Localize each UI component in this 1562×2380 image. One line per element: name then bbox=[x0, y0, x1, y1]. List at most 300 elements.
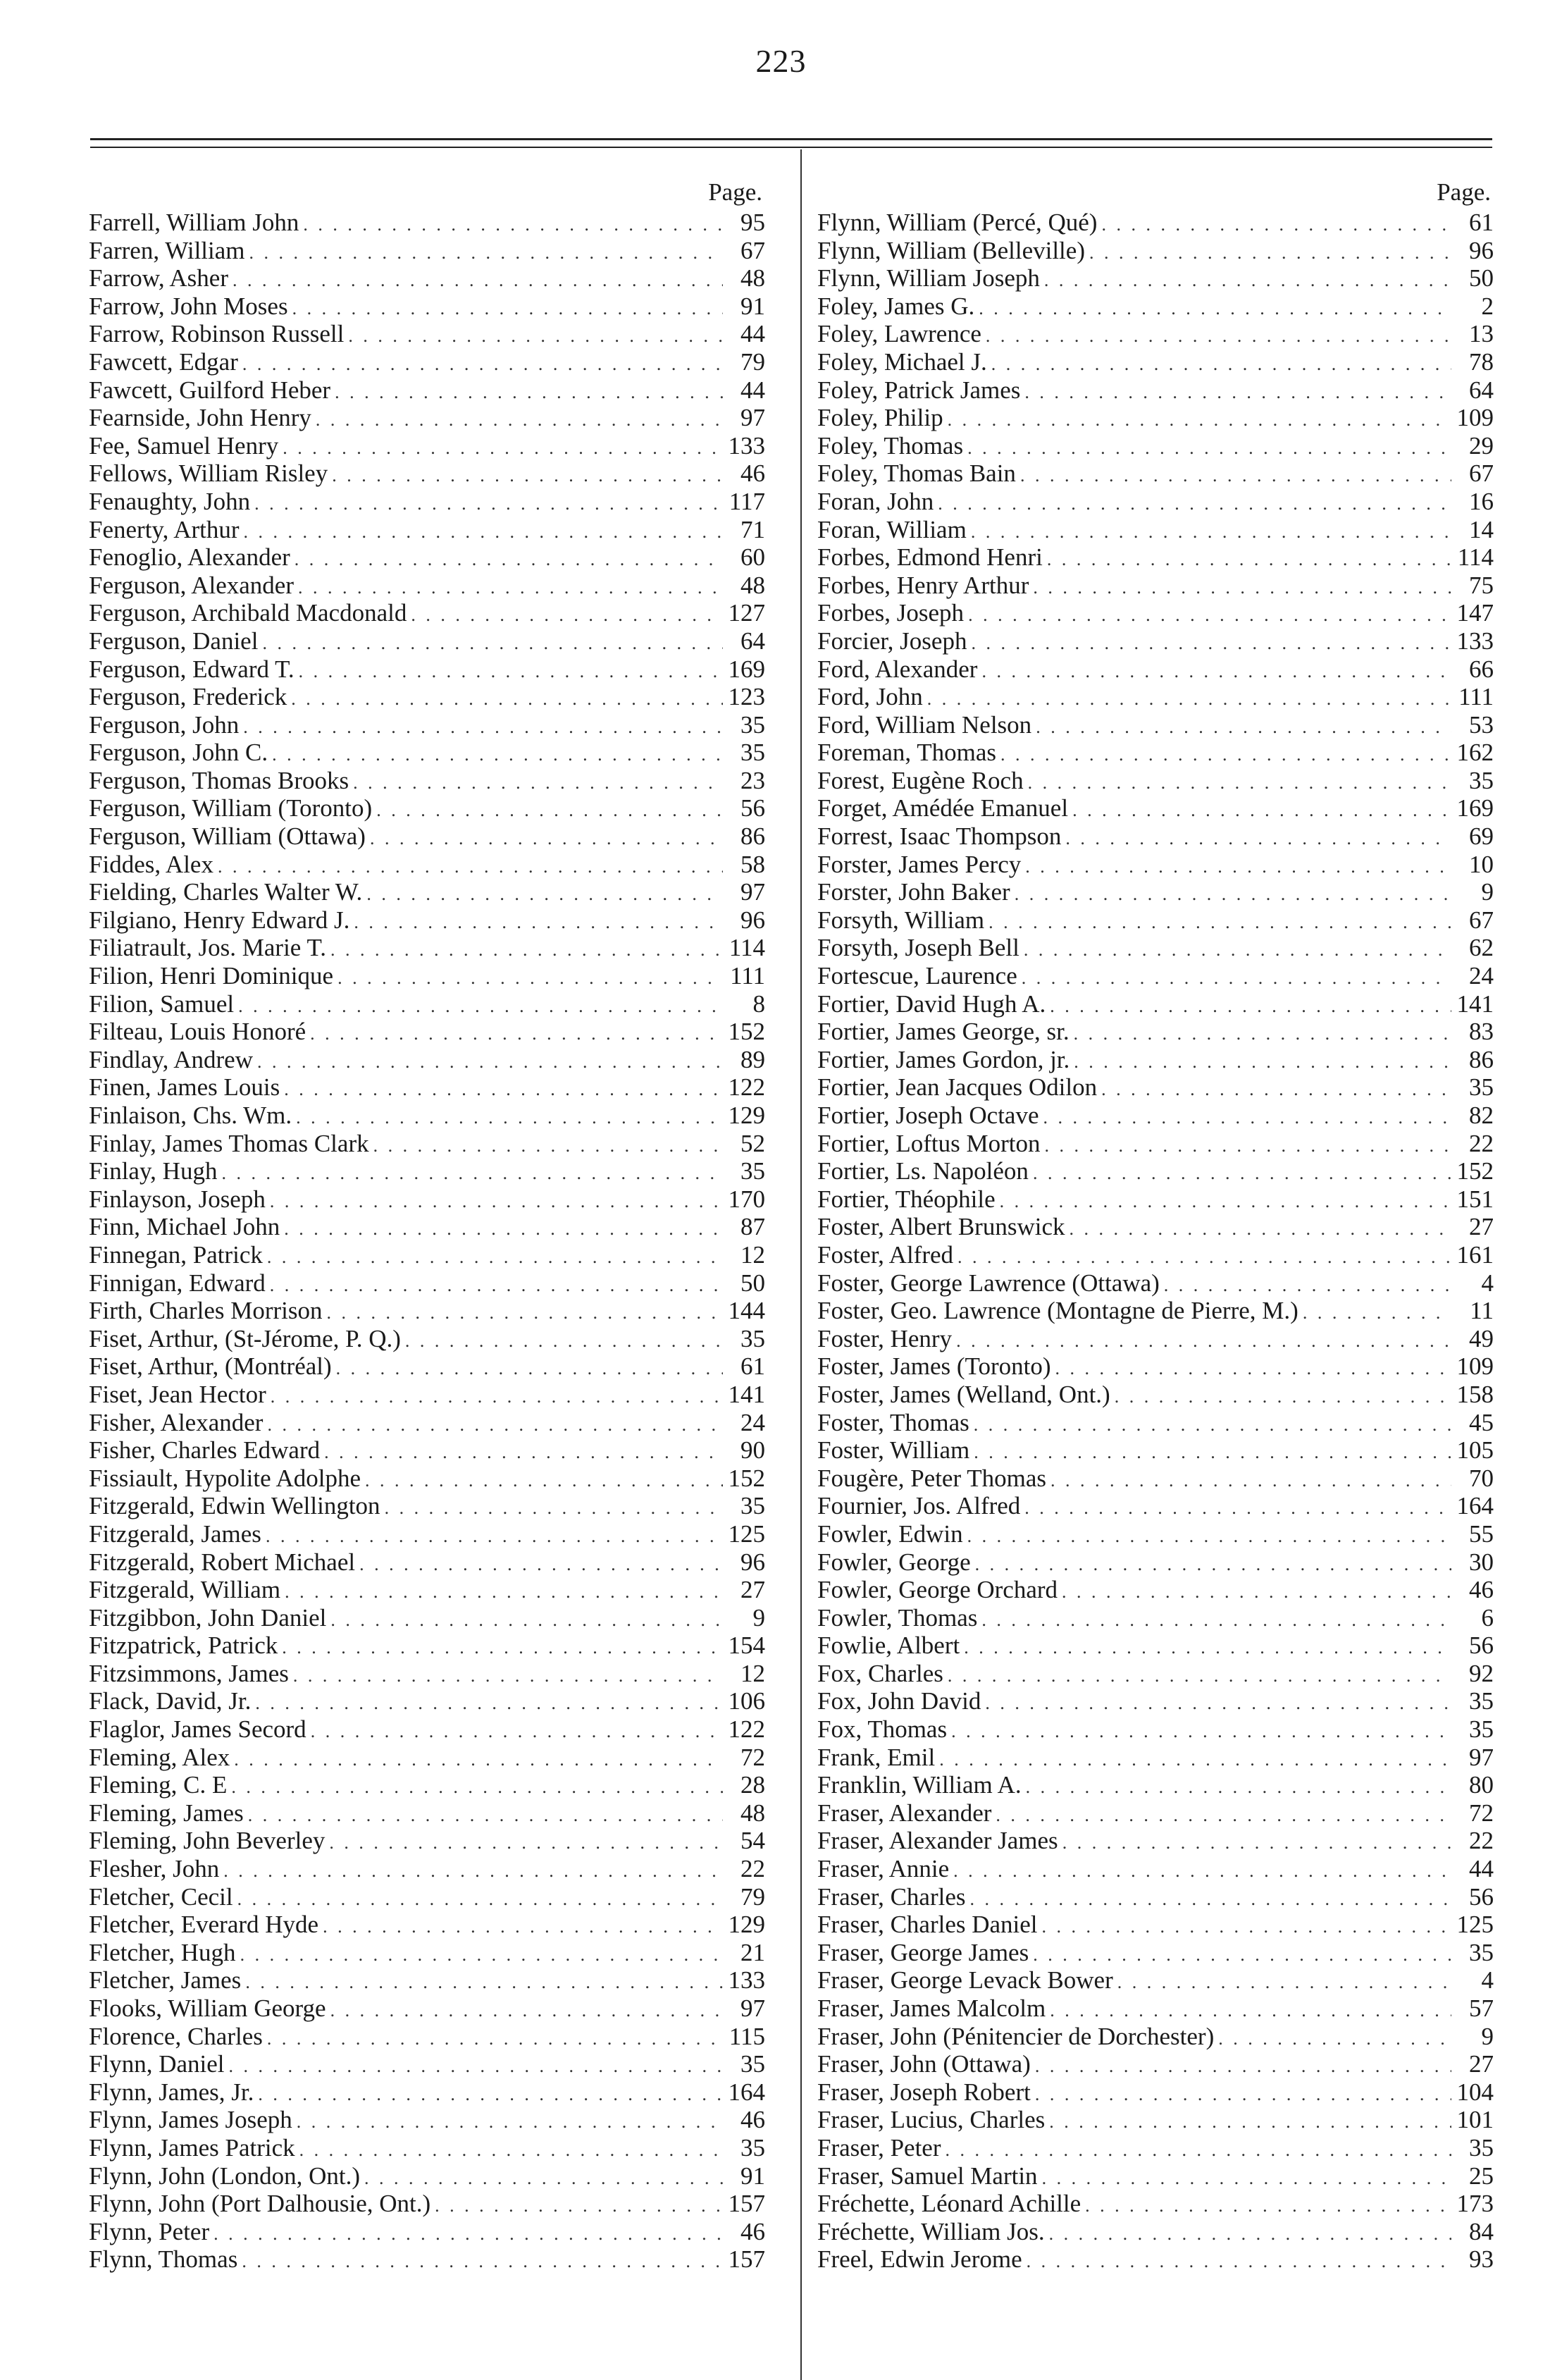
index-entry bbox=[817, 1604, 1494, 1632]
dot-leader bbox=[370, 825, 723, 853]
entry-name: Finlaison, Chs. Wm. bbox=[89, 1102, 292, 1129]
entry-page: 52 bbox=[740, 1129, 765, 1157]
dot-leader bbox=[967, 434, 1451, 462]
entry-name: Foster, Alfred bbox=[817, 1240, 954, 1269]
entry-name: Foley, Michael J. bbox=[817, 347, 987, 376]
entry-name: Fiset, Arthur, (Montréal) bbox=[89, 1352, 332, 1381]
entry-page: 96 bbox=[740, 1548, 765, 1576]
index-entry bbox=[817, 1269, 1494, 1297]
index-entry bbox=[817, 878, 1494, 906]
index-entry bbox=[89, 822, 765, 851]
entry-page: 10 bbox=[1469, 850, 1494, 878]
entry-name: Forster, James Percy bbox=[817, 850, 1022, 878]
dot-leader bbox=[1072, 796, 1451, 825]
index-entry bbox=[817, 237, 1494, 265]
entry-name: Fitzgibbon, John Daniel bbox=[89, 1603, 327, 1632]
index-entry bbox=[817, 711, 1494, 739]
entry-page: 22 bbox=[1469, 1827, 1494, 1855]
entry-page: 35 bbox=[1469, 2133, 1494, 2162]
entry-page: 11 bbox=[1470, 1297, 1494, 1325]
dot-leader bbox=[283, 434, 723, 462]
entry-name: Fortier, David Hugh A. bbox=[817, 989, 1046, 1018]
dot-leader bbox=[323, 1913, 723, 1941]
entry-page: 55 bbox=[1469, 1519, 1494, 1548]
index-entry bbox=[817, 2162, 1494, 2190]
entry-page: 44 bbox=[1469, 1855, 1494, 1883]
entry-page: 9 bbox=[1481, 878, 1494, 906]
entry-page: 45 bbox=[1469, 1408, 1494, 1436]
entry-page: 35 bbox=[1469, 1073, 1494, 1102]
entry-page: 2 bbox=[1481, 292, 1494, 320]
index-entry bbox=[89, 1436, 765, 1465]
index-entry bbox=[89, 2106, 765, 2134]
dot-leader bbox=[967, 1522, 1451, 1550]
index-entry bbox=[89, 2023, 765, 2051]
entry-name: Fearnside, John Henry bbox=[89, 404, 311, 432]
entry-name: Forbes, Henry Arthur bbox=[817, 571, 1029, 599]
dot-leader bbox=[991, 350, 1451, 378]
entry-name: Flynn, James, Jr. bbox=[89, 2078, 254, 2106]
entry-page: 58 bbox=[740, 850, 765, 878]
entry-page: 69 bbox=[1469, 822, 1494, 851]
entry-name: Fiddes, Alex bbox=[89, 850, 213, 878]
entry-page: 170 bbox=[728, 1185, 765, 1213]
entry-name: Fortier, James George, sr. bbox=[817, 1018, 1070, 1046]
entry-name: Foster, Henry bbox=[817, 1324, 953, 1352]
index-entry bbox=[89, 711, 765, 739]
dot-leader bbox=[272, 741, 723, 769]
entry-name: Forsyth, William bbox=[817, 906, 985, 934]
dot-leader bbox=[1027, 2248, 1451, 2276]
entry-name: Ferguson, John bbox=[89, 710, 240, 739]
entry-name: Fenerty, Arthur bbox=[89, 515, 240, 543]
entry-name: Fisher, Alexander bbox=[89, 1408, 264, 1436]
index-entry bbox=[89, 2134, 765, 2162]
dot-leader bbox=[234, 1746, 723, 1774]
entry-name: Fowler, Edwin bbox=[817, 1519, 963, 1548]
entry-page: 158 bbox=[1456, 1380, 1494, 1408]
index-entry bbox=[89, 572, 765, 600]
index-entry bbox=[89, 1130, 765, 1158]
entry-page: 23 bbox=[740, 766, 765, 794]
index-entry bbox=[817, 1409, 1494, 1437]
index-entry bbox=[89, 237, 765, 265]
dot-leader bbox=[1024, 1494, 1451, 1522]
entry-page: 104 bbox=[1456, 2078, 1494, 2106]
index-entry bbox=[817, 2106, 1494, 2134]
entry-name: Forbes, Edmond Henri bbox=[817, 543, 1043, 572]
dot-leader bbox=[953, 1857, 1451, 1885]
entry-name: Forsyth, Joseph Bell bbox=[817, 934, 1019, 962]
entry-page: 48 bbox=[740, 264, 765, 292]
entry-name: Fowler, George Orchard bbox=[817, 1576, 1058, 1604]
entry-name: Flynn, Daniel bbox=[89, 2050, 225, 2078]
index-entry bbox=[89, 990, 765, 1018]
entry-page: 84 bbox=[1469, 2217, 1494, 2245]
dot-leader bbox=[948, 1662, 1451, 1690]
index-entry bbox=[89, 264, 765, 292]
entry-name: Finnigan, Edward bbox=[89, 1269, 266, 1297]
index-entry bbox=[89, 1799, 765, 1827]
index-entry bbox=[89, 1994, 765, 2023]
page-column-heading: Page. bbox=[1437, 178, 1491, 206]
entry-name: Filteau, Louis Honoré bbox=[89, 1018, 306, 1046]
entry-page: 70 bbox=[1469, 1464, 1494, 1492]
entry-name: Ferguson, Thomas Brooks bbox=[89, 766, 349, 794]
entry-page: 129 bbox=[728, 1911, 765, 1939]
entry-page: 90 bbox=[740, 1436, 765, 1465]
entry-page: 162 bbox=[1456, 739, 1494, 767]
dot-leader bbox=[405, 1327, 723, 1355]
entry-name: Fraser, George Levack Bower bbox=[817, 1966, 1113, 1994]
entry-page: 152 bbox=[728, 1464, 765, 1492]
dot-leader bbox=[411, 601, 723, 629]
entry-page: 24 bbox=[740, 1408, 765, 1436]
entry-name: Fleming, John Beverley bbox=[89, 1827, 326, 1855]
entry-name: Farren, William bbox=[89, 236, 245, 264]
dot-leader bbox=[1024, 378, 1451, 407]
index-entry bbox=[817, 2190, 1494, 2218]
entry-name: Ford, William Nelson bbox=[817, 710, 1032, 739]
entry-name: Fielding, Charles Walter W. bbox=[89, 878, 363, 906]
entry-name: Foster, James (Welland, Ont.) bbox=[817, 1380, 1110, 1408]
dot-leader bbox=[1000, 741, 1451, 769]
entry-name: Filgiano, Henry Edward J. bbox=[89, 906, 350, 934]
entry-name: Fraser, John (Ottawa) bbox=[817, 2050, 1031, 2078]
entry-page: 115 bbox=[729, 2022, 765, 2050]
index-entry bbox=[817, 376, 1494, 405]
entry-page: 151 bbox=[1456, 1185, 1494, 1213]
dot-leader bbox=[231, 1773, 723, 1801]
index-entry bbox=[89, 1520, 765, 1548]
entry-name: Fawcett, Guilford Heber bbox=[89, 376, 331, 404]
index-entry bbox=[817, 2078, 1494, 2107]
entry-page: 28 bbox=[740, 1771, 765, 1799]
dot-leader bbox=[986, 322, 1451, 350]
entry-page: 4 bbox=[1481, 1269, 1494, 1297]
entry-page: 25 bbox=[1469, 2162, 1494, 2190]
dot-leader bbox=[1164, 1271, 1451, 1300]
dot-leader bbox=[1024, 936, 1451, 964]
right-index-column bbox=[817, 176, 1494, 2375]
index-entry bbox=[817, 655, 1494, 684]
index-entry bbox=[89, 543, 765, 572]
index-entry bbox=[817, 1492, 1494, 1520]
entry-page: 111 bbox=[730, 962, 765, 990]
entry-page: 14 bbox=[1469, 515, 1494, 543]
dot-leader bbox=[1025, 853, 1451, 881]
dot-leader bbox=[996, 1801, 1451, 1830]
dot-leader bbox=[981, 658, 1451, 686]
dot-leader bbox=[1042, 1913, 1451, 1941]
entry-name: Finlayson, Joseph bbox=[89, 1185, 266, 1213]
index-entry bbox=[817, 1632, 1494, 1660]
index-entry bbox=[817, 292, 1494, 321]
entry-page: 86 bbox=[740, 822, 765, 851]
entry-name: Fiset, Arthur, (St-Jérome, P. Q.) bbox=[89, 1324, 401, 1352]
entry-page: 86 bbox=[1469, 1045, 1494, 1073]
entry-name: Flynn, William Joseph bbox=[817, 264, 1040, 292]
entry-page: 50 bbox=[1469, 264, 1494, 292]
index-entry bbox=[817, 1799, 1494, 1827]
entry-page: 78 bbox=[1469, 347, 1494, 376]
entry-page: 48 bbox=[740, 1799, 765, 1827]
index-entry bbox=[89, 655, 765, 684]
entry-name: Fitzpatrick, Patrick bbox=[89, 1632, 278, 1660]
index-entry bbox=[89, 2218, 765, 2246]
index-entry bbox=[817, 1855, 1494, 1883]
entry-name: Fortier, Joseph Octave bbox=[817, 1102, 1039, 1129]
dot-leader bbox=[1042, 2164, 1451, 2193]
dot-leader bbox=[373, 1132, 723, 1160]
entry-page: 6 bbox=[1481, 1603, 1494, 1632]
index-entry bbox=[817, 1660, 1494, 1688]
entry-page: 71 bbox=[740, 515, 765, 543]
dot-leader bbox=[242, 350, 723, 378]
page-column-heading: Page. bbox=[708, 178, 762, 206]
entry-page: 60 bbox=[740, 543, 765, 572]
entry-name: Fraser, Charles Daniel bbox=[817, 1911, 1038, 1939]
entry-name: Foster, Geo. Lawrence (Montagne de Pierre, M.) bbox=[817, 1297, 1298, 1325]
entry-page: 16 bbox=[1469, 487, 1494, 515]
entry-name: Fréchette, William Jos. bbox=[817, 2217, 1045, 2245]
entry-name: Fleming, James bbox=[89, 1799, 244, 1827]
entry-name: Foran, William bbox=[817, 515, 967, 543]
dot-leader bbox=[1055, 1355, 1451, 1383]
entry-page: 125 bbox=[1456, 1911, 1494, 1939]
index-entry bbox=[89, 1744, 765, 1772]
index-entry bbox=[817, 1102, 1494, 1130]
dot-leader bbox=[248, 1801, 723, 1830]
index-entry bbox=[817, 516, 1494, 544]
dot-leader bbox=[299, 658, 723, 686]
dot-leader bbox=[297, 2108, 723, 2136]
index-entry bbox=[89, 1297, 765, 1325]
entry-page: 144 bbox=[728, 1297, 765, 1325]
entry-page: 109 bbox=[1456, 1352, 1494, 1381]
entry-page: 80 bbox=[1469, 1771, 1494, 1799]
left-entry-list bbox=[89, 209, 765, 2274]
dot-leader bbox=[332, 462, 723, 490]
entry-page: 35 bbox=[740, 739, 765, 767]
entry-name: Fougère, Peter Thomas bbox=[817, 1464, 1046, 1492]
entry-page: 35 bbox=[740, 1324, 765, 1352]
index-entry bbox=[89, 906, 765, 935]
index-entry bbox=[89, 1102, 765, 1130]
entry-name: Fissiault, Hypolite Adolphe bbox=[89, 1464, 361, 1492]
dot-leader bbox=[1033, 574, 1451, 602]
entry-page: 161 bbox=[1456, 1240, 1494, 1269]
entry-name: Foster, William bbox=[817, 1436, 970, 1465]
dot-leader bbox=[951, 1718, 1451, 1746]
dot-leader bbox=[975, 1550, 1451, 1579]
page-number: 223 bbox=[755, 43, 807, 79]
entry-name: Foran, John bbox=[817, 487, 934, 515]
entry-name: Flynn, Thomas bbox=[89, 2245, 238, 2274]
dot-leader bbox=[329, 1829, 723, 1857]
dot-leader bbox=[267, 1243, 723, 1271]
entry-name: Flynn, John (London, Ont.) bbox=[89, 2162, 360, 2190]
entry-page: 46 bbox=[1469, 1576, 1494, 1604]
dot-leader bbox=[238, 992, 723, 1021]
entry-page: 83 bbox=[1469, 1018, 1494, 1046]
entry-name: Foster, Thomas bbox=[817, 1408, 969, 1436]
index-entry bbox=[89, 878, 765, 906]
entry-name: Franklin, William A. bbox=[817, 1771, 1022, 1799]
index-entry bbox=[817, 1241, 1494, 1269]
dot-leader bbox=[258, 2080, 723, 2109]
entry-page: 50 bbox=[740, 1269, 765, 1297]
dot-leader bbox=[284, 1075, 723, 1104]
entry-page: 9 bbox=[752, 1603, 765, 1632]
entry-page: 13 bbox=[1469, 320, 1494, 348]
index-entry bbox=[817, 767, 1494, 795]
index-entry bbox=[817, 1687, 1494, 1715]
entry-name: Foley, James G. bbox=[817, 292, 975, 320]
entry-page: 87 bbox=[740, 1213, 765, 1241]
entry-page: 147 bbox=[1456, 599, 1494, 627]
dot-leader bbox=[228, 2052, 723, 2080]
entry-page: 49 bbox=[1469, 1324, 1494, 1352]
entry-name: Filiatrault, Jos. Marie T. bbox=[89, 934, 326, 962]
dot-leader bbox=[244, 518, 723, 546]
dot-leader bbox=[257, 1048, 723, 1076]
entry-page: 35 bbox=[1469, 1938, 1494, 1966]
dot-leader bbox=[243, 713, 723, 741]
dot-leader bbox=[1065, 825, 1451, 853]
dot-leader bbox=[1045, 1132, 1452, 1160]
entry-page: 22 bbox=[1469, 1129, 1494, 1157]
entry-page: 12 bbox=[740, 1240, 765, 1269]
entry-page: 35 bbox=[740, 1492, 765, 1520]
entry-name: Flesher, John bbox=[89, 1855, 220, 1883]
dot-leader bbox=[1043, 1104, 1452, 1132]
header-rule-thin bbox=[90, 147, 1492, 148]
index-entry bbox=[89, 1018, 765, 1046]
index-entry bbox=[89, 1381, 765, 1409]
dot-leader bbox=[262, 629, 723, 658]
dot-leader bbox=[335, 378, 723, 407]
entry-page: 64 bbox=[1469, 376, 1494, 404]
entry-name: Fitzgerald, James bbox=[89, 1519, 261, 1548]
entry-name: Flynn, John (Port Dalhousie, Ont.) bbox=[89, 2190, 431, 2218]
dot-leader bbox=[1101, 1075, 1451, 1104]
dot-leader bbox=[957, 1243, 1451, 1271]
index-entry bbox=[817, 851, 1494, 879]
index-entry bbox=[817, 1325, 1494, 1353]
dot-leader bbox=[298, 574, 723, 602]
entry-page: 169 bbox=[1456, 794, 1494, 822]
dot-leader bbox=[213, 2220, 723, 2248]
index-entry bbox=[89, 1687, 765, 1715]
entry-page: 27 bbox=[740, 1576, 765, 1604]
index-entry bbox=[817, 1073, 1494, 1102]
index-entry bbox=[817, 1018, 1494, 1046]
dot-leader bbox=[218, 853, 723, 881]
index-entry bbox=[817, 739, 1494, 767]
dot-leader bbox=[945, 2136, 1451, 2164]
entry-page: 97 bbox=[740, 1994, 765, 2022]
column-divider bbox=[800, 149, 802, 2380]
entry-name: Farrow, Robinson Russell bbox=[89, 320, 345, 348]
entry-page: 35 bbox=[740, 2133, 765, 2162]
dot-leader bbox=[1050, 992, 1451, 1021]
entry-page: 127 bbox=[728, 599, 765, 627]
index-entry bbox=[89, 1715, 765, 1744]
entry-page: 82 bbox=[1469, 1102, 1494, 1129]
entry-name: Fenoglio, Alexander bbox=[89, 543, 290, 572]
entry-name: Ferguson, Frederick bbox=[89, 683, 287, 711]
dot-leader bbox=[327, 1299, 723, 1327]
entry-name: Fortescue, Laurence bbox=[817, 962, 1017, 990]
entry-name: Frank, Emil bbox=[817, 1743, 936, 1771]
index-entry bbox=[89, 794, 765, 822]
entry-name: Florence, Charles bbox=[89, 2022, 263, 2050]
entry-name: Flynn, William (Percé, Qué) bbox=[817, 209, 1098, 236]
entry-name: Fee, Samuel Henry bbox=[89, 431, 279, 460]
index-entry bbox=[817, 1436, 1494, 1465]
entry-name: Fortier, Jean Jacques Odilon bbox=[817, 1073, 1098, 1102]
dot-leader bbox=[271, 1383, 723, 1411]
entry-name: Fraser, Annie bbox=[817, 1855, 950, 1883]
dot-leader bbox=[267, 2025, 723, 2053]
entry-name: Findlay, Andrew bbox=[89, 1045, 253, 1073]
dot-leader bbox=[285, 1578, 723, 1606]
entry-name: Foster, Albert Brunswick bbox=[817, 1213, 1065, 1241]
entry-name: Filion, Henri Dominique bbox=[89, 962, 334, 990]
dot-leader bbox=[293, 1662, 723, 1690]
dot-leader bbox=[971, 629, 1451, 658]
entry-name: Fawcett, Edgar bbox=[89, 347, 238, 376]
entry-name: Fraser, John (Pénitencier de Dorchester) bbox=[817, 2022, 1215, 2050]
dot-leader bbox=[242, 2248, 723, 2276]
entry-page: 56 bbox=[1469, 1632, 1494, 1660]
entry-name: Fréchette, Léonard Achille bbox=[817, 2190, 1081, 2218]
entry-name: Flynn, James Joseph bbox=[89, 2106, 292, 2134]
entry-page: 122 bbox=[728, 1073, 765, 1102]
dot-leader bbox=[927, 685, 1451, 713]
entry-page: 96 bbox=[1469, 236, 1494, 264]
index-entry bbox=[817, 1827, 1494, 1855]
dot-leader bbox=[1033, 1159, 1451, 1188]
index-entry bbox=[817, 990, 1494, 1018]
index-entry bbox=[817, 264, 1494, 292]
index-entry bbox=[817, 683, 1494, 711]
entry-page: 27 bbox=[1469, 2050, 1494, 2078]
entry-page: 173 bbox=[1456, 2190, 1494, 2218]
entry-name: Flynn, Peter bbox=[89, 2217, 210, 2245]
entry-name: Ford, John bbox=[817, 683, 923, 711]
dot-leader bbox=[1028, 769, 1451, 797]
index-entry bbox=[817, 1966, 1494, 1994]
entry-name: Foreman, Thomas bbox=[817, 739, 997, 767]
entry-page: 30 bbox=[1469, 1548, 1494, 1576]
entry-name: Forrest, Isaac Thompson bbox=[817, 822, 1062, 851]
dot-leader bbox=[299, 2136, 723, 2164]
entry-name: Fournier, Jos. Alfred bbox=[817, 1492, 1021, 1520]
index-entry bbox=[817, 2134, 1494, 2162]
entry-page: 91 bbox=[740, 2162, 765, 2190]
entry-name: Fisher, Charles Edward bbox=[89, 1436, 321, 1465]
index-entry bbox=[817, 1994, 1494, 2023]
index-entry bbox=[89, 1185, 765, 1214]
index-entry bbox=[89, 1771, 765, 1799]
dot-leader bbox=[240, 1941, 723, 1969]
dot-leader bbox=[295, 545, 723, 574]
index-entry bbox=[817, 1352, 1494, 1381]
entry-name: Finlay, James Thomas Clark bbox=[89, 1129, 369, 1157]
index-entry bbox=[817, 599, 1494, 627]
